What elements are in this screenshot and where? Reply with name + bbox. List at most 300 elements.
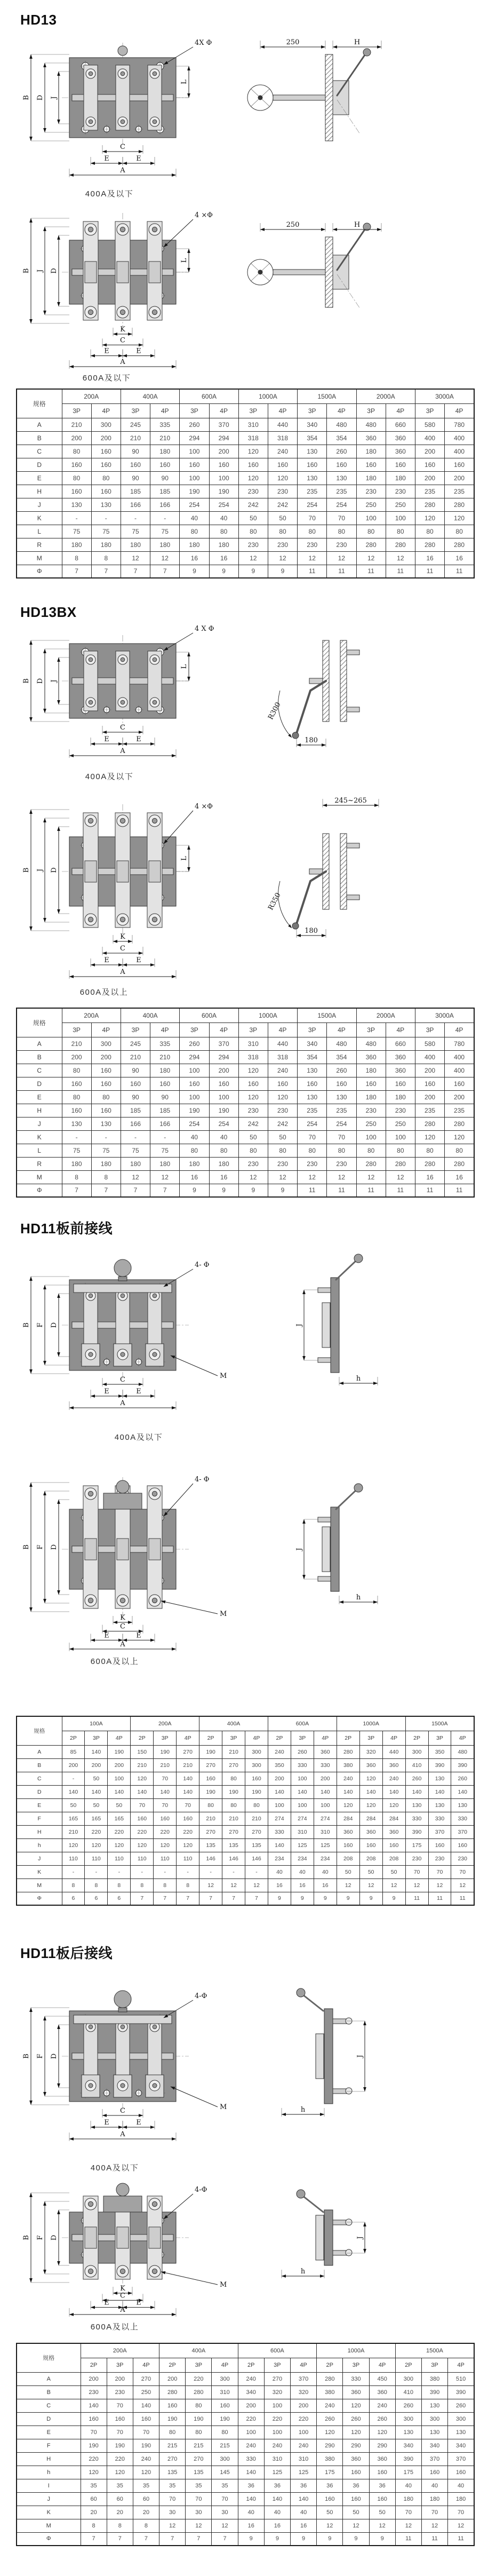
dim-label: A (120, 2130, 125, 2138)
dim-value-cell: 50 (85, 1798, 108, 1812)
dim-value-cell: 200 (159, 2372, 186, 2385)
dim-value-cell: 380 (317, 2385, 343, 2399)
dim-value-cell: 100 (180, 1064, 209, 1077)
dim-value-cell: 160 (180, 1077, 209, 1090)
dim-value-cell: 80 (62, 1064, 91, 1077)
dim-value-cell: 7 (121, 1184, 150, 1197)
table-row (17, 458, 474, 471)
dim-value-cell: 100 (180, 471, 209, 485)
dim-label: C (120, 945, 125, 953)
dim-value-cell: 200 (85, 1758, 108, 1772)
dim-label: B (22, 2235, 30, 2240)
dim-value-cell: 135 (186, 2466, 212, 2479)
dim-value-cell: 274 (268, 1812, 291, 1825)
dim-value-cell: 16 (415, 551, 444, 565)
dim-value-cell: 440 (268, 418, 297, 431)
dim-value-cell: - (150, 511, 180, 525)
dimension-table (16, 2343, 475, 2546)
dim-value-cell: 120 (154, 1838, 177, 1852)
dim-value-cell: 360 (337, 1825, 359, 1838)
dim-value-cell: 80 (62, 445, 91, 458)
dim-value-cell: 166 (150, 498, 180, 511)
dim-value-cell: 254 (327, 498, 356, 511)
dim-value-cell: 120 (131, 1838, 154, 1852)
col-subheader: 3P (415, 1023, 444, 1037)
row-label: Φ (17, 565, 62, 578)
col-subheader: 4P (212, 2358, 238, 2372)
dim-value-cell: 280 (415, 498, 444, 511)
dim-value-cell: 240 (268, 445, 297, 458)
dim-label: E (136, 956, 141, 964)
dim-value-cell: 130 (448, 2426, 474, 2439)
dim-value-cell: 274 (291, 1812, 314, 1825)
figure-drawing (11, 203, 469, 371)
dim-value-cell: 240 (268, 1064, 297, 1077)
dim-value-cell: 12 (359, 1879, 382, 1892)
dim-value-cell: 36 (264, 2479, 290, 2492)
dim-value-cell: 260 (291, 1745, 314, 1758)
table-row (17, 418, 474, 431)
dim-value-cell: 70 (421, 2506, 447, 2519)
dim-value-cell: 9 (238, 565, 268, 578)
dim-value-cell: 165 (62, 1812, 85, 1825)
figure-hd13bx-large (11, 783, 469, 986)
dim-value-cell: 8 (133, 2519, 159, 2532)
dim-table-hd11-front (16, 1716, 475, 1906)
dim-value-cell: 135 (199, 1838, 222, 1852)
dim-value-cell: 280 (415, 538, 444, 551)
dim-value-cell: 70 (298, 1130, 327, 1144)
table-corner-label: 规格 (17, 1008, 62, 1037)
dim-value-cell: 140 (177, 1772, 199, 1785)
row-label: R (17, 1157, 62, 1170)
dim-value-cell: 400 (445, 431, 474, 445)
dim-value-cell: 230 (327, 538, 356, 551)
dim-value-cell: 100 (386, 511, 415, 525)
dim-value-cell: 9 (291, 1892, 314, 1905)
col-subheader: 3P (356, 403, 386, 418)
dim-value-cell: 210 (121, 431, 150, 445)
dim-value-cell: 7 (131, 1892, 154, 1905)
dim-value-cell: 380 (421, 2372, 447, 2385)
dim-value-cell: 190 (209, 485, 238, 498)
row-label: B (17, 431, 62, 445)
dim-value-cell: 140 (314, 1785, 337, 1798)
dim-value-cell: 300 (405, 1745, 428, 1758)
dim-value-cell: 335 (150, 1037, 180, 1050)
col-group-header: 400A (199, 1716, 268, 1731)
dim-value-cell: 370 (451, 1825, 474, 1838)
dim-label: 250 (286, 38, 300, 46)
dim-value-cell: 80 (62, 471, 91, 485)
dim-value-cell: 130 (91, 1117, 121, 1130)
dim-value-cell: 166 (121, 498, 150, 511)
dim-value-cell: 140 (337, 1785, 359, 1798)
dim-value-cell: 354 (298, 1050, 327, 1064)
dim-value-cell: 200 (415, 1090, 444, 1104)
dim-value-cell: 100 (238, 2426, 264, 2439)
dim-value-cell: 12 (327, 1170, 356, 1184)
col-group-header: 1500A (298, 1008, 356, 1023)
dim-value-cell: 250 (133, 2385, 159, 2399)
dim-value-cell: 20 (107, 2506, 133, 2519)
col-group-header: 100A (62, 1716, 131, 1731)
figure-drawing (11, 783, 469, 984)
dim-value-cell: 80 (386, 1144, 415, 1157)
dim-value-cell: 50 (359, 1865, 382, 1879)
dim-value-cell: 190 (186, 2412, 212, 2426)
dim-value-cell: 80 (62, 1090, 91, 1104)
dim-label: 4- Φ (195, 1476, 210, 1484)
dim-value-cell: 390 (421, 2385, 447, 2399)
table-row (17, 1037, 474, 1050)
dim-value-cell: 12 (448, 2519, 474, 2532)
dim-value-cell: 80 (445, 1144, 474, 1157)
dim-value-cell: 190 (245, 1785, 268, 1798)
col-group-header: 1500A (405, 1716, 474, 1731)
dim-value-cell: 180 (356, 471, 386, 485)
dim-value-cell: 16 (268, 1879, 291, 1892)
dim-value-cell: 318 (238, 431, 268, 445)
dim-value-cell: 400 (415, 431, 444, 445)
dim-value-cell: 70 (107, 2399, 133, 2412)
dim-value-cell: 354 (327, 1050, 356, 1064)
dim-value-cell: 180 (62, 538, 91, 551)
col-subheader: 4P (268, 403, 297, 418)
col-group-header: 200A (81, 2343, 159, 2358)
dim-value-cell: 360 (343, 2452, 369, 2466)
dim-value-cell: 270 (159, 2452, 186, 2466)
dim-value-cell: 340 (395, 2439, 421, 2452)
dim-value-cell: 130 (298, 445, 327, 458)
dim-value-cell: 70 (298, 511, 327, 525)
dim-value-cell: 100 (356, 511, 386, 525)
figure-caption: 600A及以上 (90, 2323, 139, 2332)
dim-value-cell: 80 (180, 1144, 209, 1157)
dim-value-cell: 340 (238, 2385, 264, 2399)
dim-value-cell: 7 (107, 2532, 133, 2546)
row-label: E (17, 471, 62, 485)
dim-value-cell: 180 (386, 471, 415, 485)
table-row (17, 2492, 474, 2506)
dim-value-cell: 12 (222, 1879, 245, 1892)
dim-value-cell: 190 (81, 2439, 107, 2452)
row-label: M (17, 1879, 62, 1892)
dim-value-cell: 160 (62, 485, 91, 498)
table-row (17, 2466, 474, 2479)
row-label: A (17, 1745, 62, 1758)
dim-value-cell: 140 (291, 2492, 317, 2506)
col-subheader: 3P (238, 1023, 268, 1037)
figure-drawing (11, 2180, 469, 2319)
dim-value-cell: 240 (369, 2399, 395, 2412)
dim-value-cell: 260 (180, 418, 209, 431)
dim-value-cell: 200 (108, 1758, 131, 1772)
dim-value-cell: 75 (62, 525, 91, 538)
dim-value-cell: 70 (159, 2492, 186, 2506)
dim-value-cell: 12 (386, 1170, 415, 1184)
dim-value-cell: 140 (85, 1785, 108, 1798)
dim-value-cell: 310 (291, 1825, 314, 1838)
dim-label: B (22, 2054, 30, 2059)
dim-value-cell: - (199, 1865, 222, 1879)
dim-value-cell: 90 (121, 445, 150, 458)
dim-value-cell: 300 (91, 1037, 121, 1050)
dim-value-cell: 380 (317, 2452, 343, 2466)
dim-value-cell: 12 (159, 2519, 186, 2532)
dim-label: D (36, 94, 44, 101)
dim-label: B (22, 1544, 30, 1550)
dim-value-cell: 260 (395, 2399, 421, 2412)
dim-value-cell: 160 (356, 458, 386, 471)
dim-value-cell: 160 (369, 2466, 395, 2479)
dim-value-cell: 310 (238, 1037, 268, 1050)
dim-label: J (50, 679, 58, 683)
dim-label: h (300, 2268, 306, 2276)
dim-value-cell: 9 (268, 565, 297, 578)
dim-value-cell: 330 (291, 1758, 314, 1772)
table-row (17, 511, 474, 525)
dim-value-cell: 130 (428, 1772, 451, 1785)
dim-label: E (104, 2298, 109, 2307)
col-subheader: 3P (222, 1731, 245, 1745)
dim-value-cell: 230 (451, 1852, 474, 1865)
dim-value-cell: 235 (445, 1104, 474, 1117)
dim-value-cell: 300 (421, 2412, 447, 2426)
dim-value-cell: 120 (317, 2426, 343, 2439)
dim-value-cell: 235 (415, 1104, 444, 1117)
dim-value-cell: 400 (415, 1050, 444, 1064)
dim-label: E (104, 1388, 109, 1396)
dim-value-cell: 36 (343, 2479, 369, 2492)
table-row (17, 445, 474, 458)
dim-value-cell: - (62, 511, 91, 525)
dim-value-cell: 130 (298, 471, 327, 485)
dim-value-cell: 360 (382, 1758, 405, 1772)
dim-label: C (120, 1376, 125, 1384)
dim-value-cell: 230 (268, 1157, 297, 1170)
dim-value-cell: 70 (405, 1865, 428, 1879)
dim-value-cell: 12 (382, 1879, 405, 1892)
dim-value-cell: 12 (356, 1170, 386, 1184)
dim-value-cell: 270 (222, 1825, 245, 1838)
dim-value-cell: 780 (445, 418, 474, 431)
dim-value-cell: 30 (159, 2506, 186, 2519)
col-subheader: 2P (317, 2358, 343, 2372)
row-label: A (17, 418, 62, 431)
dim-value-cell: 190 (199, 1745, 222, 1758)
dim-value-cell: 12 (298, 551, 327, 565)
dim-value-cell: 120 (415, 1130, 444, 1144)
dim-value-cell: 294 (209, 431, 238, 445)
col-subheader: 3P (180, 1023, 209, 1037)
figure-hd11rear-small (11, 1968, 469, 2163)
dim-value-cell: 340 (298, 418, 327, 431)
col-subheader: 4P (108, 1731, 131, 1745)
dim-value-cell: 160 (268, 458, 297, 471)
dim-value-cell: 40 (291, 2506, 317, 2519)
dim-value-cell: 9 (314, 1892, 337, 1905)
dim-value-cell: 160 (91, 485, 121, 498)
table-row (17, 2532, 474, 2546)
dim-value-cell: 166 (121, 1117, 150, 1130)
dim-value-cell: 120 (382, 1798, 405, 1812)
dim-label: E (136, 735, 141, 743)
dim-label: B (22, 95, 30, 100)
dim-value-cell: 120 (343, 2399, 369, 2412)
dim-value-cell: 36 (317, 2479, 343, 2492)
dim-value-cell: 160 (212, 2399, 238, 2412)
dim-value-cell: 160 (448, 2466, 474, 2479)
col-subheader: 3P (238, 403, 268, 418)
dim-value-cell: 230 (268, 1104, 297, 1117)
dim-value-cell: 160 (81, 2412, 107, 2426)
dim-value-cell: - (121, 1130, 150, 1144)
dim-value-cell: 80 (268, 1144, 297, 1157)
dim-value-cell: 270 (222, 1758, 245, 1772)
dim-value-cell: 200 (314, 1772, 337, 1785)
dim-value-cell: 230 (386, 1104, 415, 1117)
dim-value-cell: 220 (131, 1825, 154, 1838)
dim-value-cell: 180 (356, 445, 386, 458)
dim-label: E (104, 956, 109, 964)
row-label: D (17, 458, 62, 471)
dim-value-cell: 160 (150, 458, 180, 471)
dim-value-cell: 208 (337, 1852, 359, 1865)
figure-hd11rear-large (11, 2180, 469, 2321)
dim-label: 180 (305, 927, 318, 935)
dim-value-cell: 235 (415, 485, 444, 498)
dim-value-cell: 11 (298, 1184, 327, 1197)
dim-label: 4 ×Φ (195, 211, 213, 219)
dim-value-cell: 160 (91, 1104, 121, 1117)
row-label: L (17, 525, 62, 538)
dim-value-cell: 660 (386, 418, 415, 431)
dimension-table (16, 389, 475, 578)
dim-value-cell: 208 (382, 1852, 405, 1865)
figure-hd11front-small (11, 1237, 469, 1432)
dim-value-cell: 35 (212, 2479, 238, 2492)
dim-label: M (220, 2103, 227, 2111)
dim-value-cell: 80 (222, 1798, 245, 1812)
dim-label: E (104, 735, 109, 743)
dim-value-cell: - (91, 1130, 121, 1144)
dim-value-cell: 160 (209, 1077, 238, 1090)
dim-value-cell: 280 (386, 1157, 415, 1170)
dim-value-cell: 130 (428, 1798, 451, 1812)
dim-value-cell: 80 (298, 1144, 327, 1157)
dim-value-cell: 260 (180, 1037, 209, 1050)
table-row (17, 1812, 474, 1825)
dim-value-cell: 260 (343, 2412, 369, 2426)
dim-value-cell: 120 (445, 511, 474, 525)
dim-value-cell: 160 (386, 458, 415, 471)
table-row (17, 525, 474, 538)
figure-drawing (11, 1968, 469, 2160)
row-label: H (17, 485, 62, 498)
dim-value-cell: 160 (131, 1812, 154, 1825)
dim-value-cell: 36 (369, 2479, 395, 2492)
dim-value-cell: 580 (415, 418, 444, 431)
col-subheader: 2P (395, 2358, 421, 2372)
col-group-header: 400A (121, 389, 179, 403)
dim-value-cell: 290 (369, 2439, 395, 2452)
dim-label: M (220, 1372, 227, 1380)
dim-value-cell: 190 (212, 2412, 238, 2426)
dim-value-cell: 11 (327, 565, 356, 578)
dim-value-cell: 330 (428, 1812, 451, 1825)
dim-label: A (120, 1399, 125, 1407)
dim-value-cell: 75 (91, 1144, 121, 1157)
dim-value-cell: 245 (121, 418, 150, 431)
dim-value-cell: 318 (268, 1050, 297, 1064)
row-label: J (17, 2492, 81, 2506)
col-subheader: 2P (131, 1731, 154, 1745)
dim-value-cell: 190 (108, 1745, 131, 1758)
dim-value-cell: 294 (180, 1050, 209, 1064)
dim-value-cell: 11 (356, 1184, 386, 1197)
dim-value-cell: 130 (451, 1798, 474, 1812)
dim-value-cell: 160 (298, 458, 327, 471)
dim-value-cell: 210 (154, 1758, 177, 1772)
dim-value-cell: 120 (445, 1130, 474, 1144)
dim-value-cell: 234 (291, 1852, 314, 1865)
dim-value-cell: 8 (131, 1879, 154, 1892)
dim-value-cell: 11 (421, 2532, 447, 2546)
dim-value-cell: 75 (150, 1144, 180, 1157)
dim-value-cell: 220 (186, 2372, 212, 2385)
col-subheader: 4P (445, 403, 474, 418)
dim-value-cell: 300 (212, 2452, 238, 2466)
dim-value-cell: 70 (448, 2506, 474, 2519)
dim-value-cell: 220 (154, 1825, 177, 1838)
dim-value-cell: 36 (291, 2479, 317, 2492)
dim-value-cell: 100 (291, 1772, 314, 1785)
dim-value-cell: 160 (337, 1838, 359, 1852)
row-label: Φ (17, 2532, 81, 2546)
dim-value-cell: 80 (209, 1144, 238, 1157)
table-row (17, 485, 474, 498)
dim-value-cell: 160 (154, 1812, 177, 1825)
dim-value-cell: 8 (62, 551, 91, 565)
dim-value-cell: 160 (268, 1077, 297, 1090)
dim-value-cell: - (245, 1865, 268, 1879)
dim-value-cell: 180 (150, 1064, 180, 1077)
dim-label: J (356, 2055, 364, 2058)
dim-value-cell: 160 (91, 458, 121, 471)
figure-drawing (11, 1451, 469, 1653)
dim-value-cell: 280 (415, 1157, 444, 1170)
col-subheader: 3P (186, 2358, 212, 2372)
dim-value-cell: 12 (395, 2519, 421, 2532)
row-label: R (17, 538, 62, 551)
dim-label: F (36, 1544, 44, 1550)
dim-value-cell: 146 (199, 1852, 222, 1865)
dim-value-cell: 360 (369, 2452, 395, 2466)
table-row (17, 1090, 474, 1104)
dim-value-cell: 370 (209, 1037, 238, 1050)
dim-value-cell: 140 (359, 1785, 382, 1798)
col-subheader: 4P (369, 2358, 395, 2372)
dim-value-cell: 230 (268, 485, 297, 498)
table-corner-label: 规格 (17, 1716, 62, 1745)
table-row (17, 1170, 474, 1184)
dim-value-cell: 9 (180, 1184, 209, 1197)
row-label: K (17, 511, 62, 525)
dim-value-cell: 35 (107, 2479, 133, 2492)
dim-value-cell: 200 (62, 1758, 85, 1772)
dim-value-cell: 330 (314, 1758, 337, 1772)
